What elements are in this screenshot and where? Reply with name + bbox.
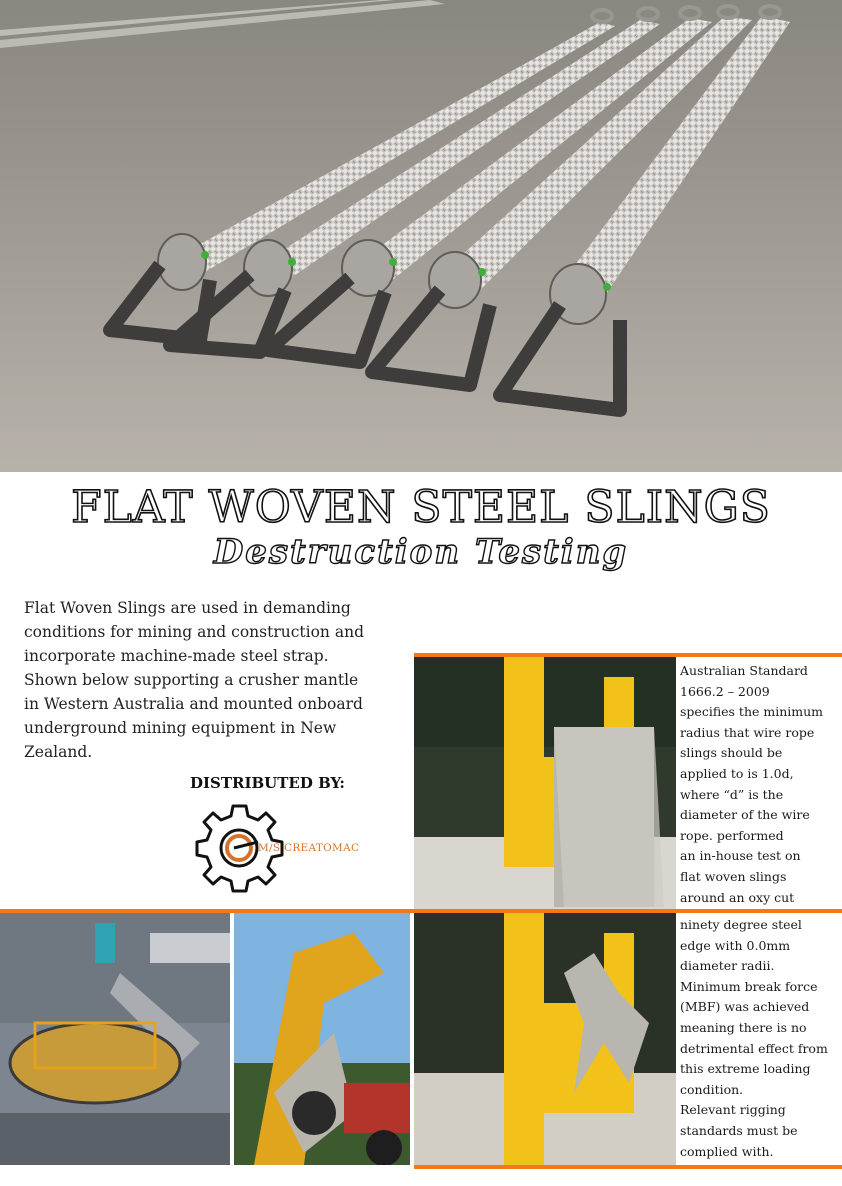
test-rig-illustration-before <box>414 657 676 909</box>
hero-photo-slings <box>0 0 842 472</box>
intro-line: conditions for mining and construction and <box>24 623 364 641</box>
test-photo-before <box>414 657 676 909</box>
side-text-line: 1666.2 – 2009 <box>680 683 770 699</box>
test-rig-illustration-after <box>414 913 676 1165</box>
side-text-line: applied to is 1.0d, <box>680 765 794 781</box>
mining-equipment-photo <box>234 913 410 1165</box>
side-text-line: flat woven slings <box>680 868 787 884</box>
side-text-line: around an oxy cut <box>680 889 795 905</box>
document-subtitle: Destruction Testing <box>213 532 629 572</box>
side-text-line: diameter radii. <box>680 958 775 974</box>
side-text-line: (MBF) was achieved <box>680 999 810 1015</box>
side-text-line: specifies the minimum <box>680 704 824 720</box>
side-text-line: this extreme loading <box>680 1061 811 1077</box>
distributed-by-label: DISTRIBUTED BY: <box>190 774 345 792</box>
intro-line: Flat Woven Slings are used in demanding <box>24 599 351 617</box>
distributor-company-name: M/S CREATOMAC <box>258 842 360 854</box>
intro-paragraph <box>24 596 404 764</box>
intro-line: underground mining equipment in New <box>24 719 337 737</box>
hero-photo-illustration <box>0 0 842 472</box>
side-text-line: Relevant rigging <box>680 1102 786 1118</box>
crusher-mantle-photo <box>0 913 230 1165</box>
side-text-line: rope. performed <box>680 827 784 843</box>
side-text-line: Australian Standard <box>680 663 808 678</box>
side-text-line: diameter of the wire <box>680 807 810 823</box>
side-text-line: meaning there is no <box>680 1019 807 1035</box>
intro-line: Zealand. <box>24 743 93 761</box>
side-text-line: where “d” is the <box>680 786 784 802</box>
side-text-line: detrimental effect from <box>680 1040 828 1056</box>
mining-equipment-illustration <box>234 913 410 1165</box>
side-text-line: condition. <box>680 1081 744 1097</box>
standard-description-bottom <box>680 915 828 1162</box>
intro-line: Shown below supporting a crusher mantle <box>24 671 359 689</box>
side-text-line: standards must be <box>680 1122 798 1138</box>
document-title: FLAT WOVEN STEEL SLINGS <box>71 482 771 533</box>
side-text-line: edge with 0.0mm <box>680 937 791 953</box>
side-text-line: Minimum break force <box>680 978 818 994</box>
test-photo-after <box>414 913 676 1165</box>
standard-description-top <box>680 661 823 908</box>
intro-line: incorporate machine-made steel strap. <box>24 647 329 665</box>
side-text-line: ninety degree steel <box>680 917 802 932</box>
side-text-line: complied with. <box>680 1143 774 1159</box>
intro-line: in Western Australia and mounted onboard <box>24 695 363 713</box>
side-text-line: an in-house test on <box>680 848 801 864</box>
crusher-mantle-illustration <box>0 913 230 1165</box>
orange-divider-bottom-right <box>414 1165 842 1169</box>
side-text-line: slings should be <box>680 745 783 761</box>
side-text-line: radius that wire rope <box>680 724 815 740</box>
